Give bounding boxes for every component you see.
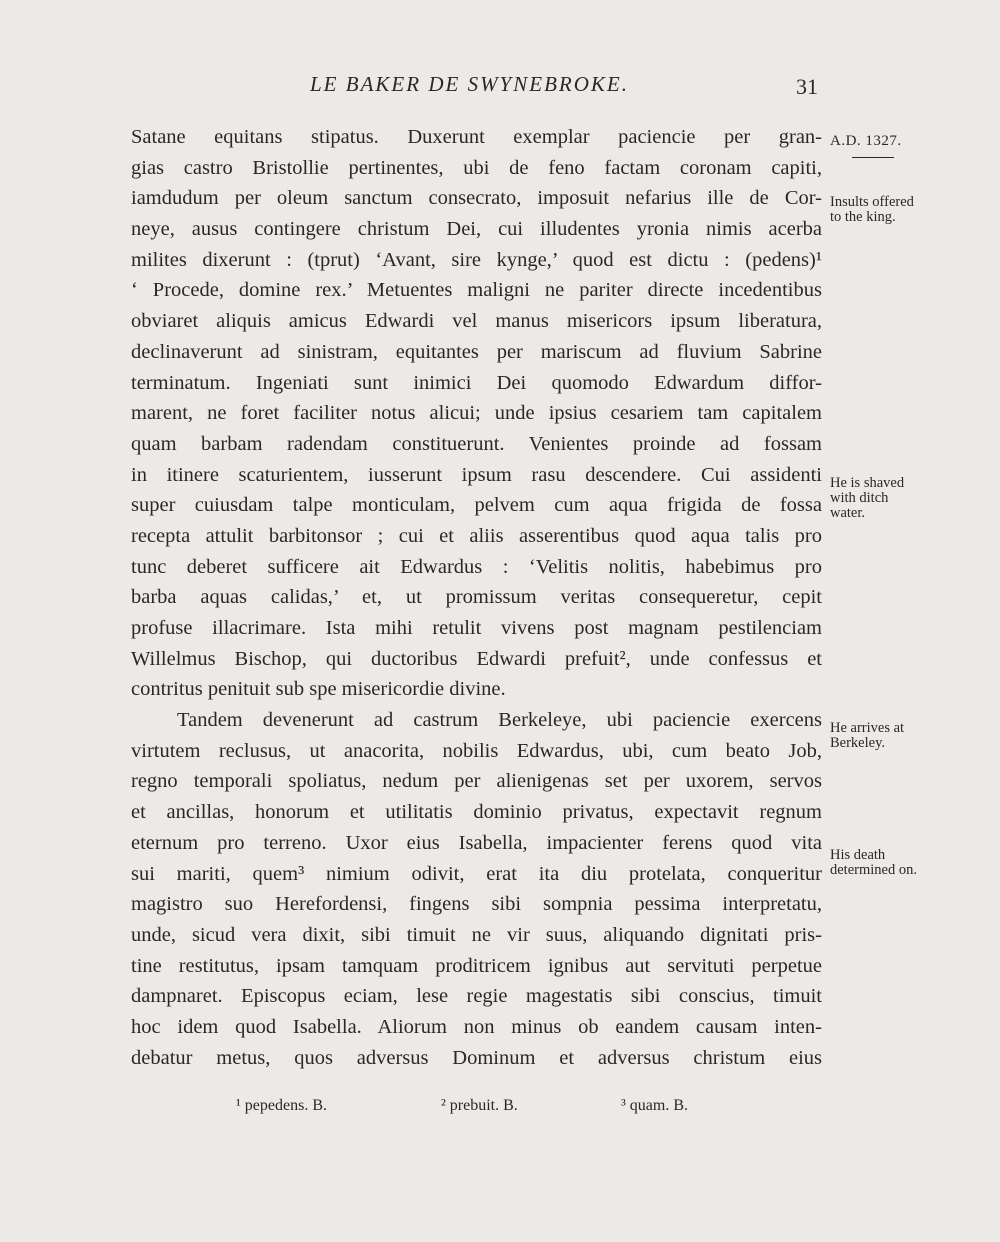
- page-number: 31: [796, 74, 818, 99]
- text-line: tunc deberet sufficere ait Edwardus : ‘Velitis nolitis, habebimus pro: [131, 555, 822, 578]
- text-line: Tandem devenerunt ad castrum Berkeleye, ubi paciencie exercens: [177, 709, 822, 732]
- text-line: sui mariti, quem³ nimium odivit, erat ita diu protelata, conqueritur: [131, 862, 822, 885]
- divider: [852, 157, 894, 158]
- text-line: virtutem reclusus, ut anacorita, nobilis Edwardus, ubi, cum beato Job,: [131, 739, 822, 762]
- text-line: debatur metus, quos adversus Dominum et adversus christum eius: [131, 1046, 822, 1069]
- margin-note: He arrives at Berkeley.: [830, 720, 905, 751]
- text-line: milites dixerunt : (tprut) ‘Avant, sire kynge,’ quod est dictu : (pedens)¹: [131, 248, 822, 271]
- margin-note: Insults offered to the king.: [830, 194, 914, 225]
- text-line: et ancillas, honorum et utilitatis dominio privatus, expectavit regnum: [131, 801, 822, 824]
- running-title: LE BAKER DE SWYNEBROKE.: [310, 72, 629, 96]
- footnote: ¹ pepedens. B.: [236, 1097, 327, 1114]
- text-line: contritus penituit sub spe misericordie divine.: [131, 678, 506, 701]
- text-line: barba aquas calidas,’ et, ut promissum veritas consequeretur, cepit: [131, 586, 822, 609]
- text-line: regno temporali spoliatus, nedum per alienigenas set per uxorem, servos: [131, 770, 822, 793]
- text-line: Willelmus Bischop, qui ductoribus Edwardi prefuit², unde confessus et: [131, 647, 822, 670]
- text-line: iamdudum per oleum sanctum consecrato, imposuit nefarius ille de Cor-: [131, 187, 822, 210]
- text-line: hoc idem quod Isabella. Aliorum non minus ob eandem causam inten-: [131, 1015, 822, 1038]
- text-line: recepta attulit barbitonsor ; cui et aliis asserentibus quod aqua talis pro: [131, 524, 822, 547]
- text-line: obviaret aliquis amicus Edwardi vel manus misericors ipsum liberatura,: [131, 310, 822, 333]
- text-line: super cuiusdam talpe monticulam, pelvem cum aqua frigida de fossa: [131, 494, 822, 517]
- text-line: unde, sicud vera dixit, sibi timuit ne vir suus, aliquando dignitati pris-: [131, 923, 822, 946]
- text-line: tine restitutus, ipsam tamquam proditricem ignibus aut servituti perpetue: [131, 954, 822, 977]
- text-line: magistro suo Herefordensi, fingens sibi sompnia pessima interpretatu,: [131, 893, 822, 916]
- text-line: eternum pro terreno. Uxor eius Isabella, impacienter ferens quod vita: [131, 831, 822, 854]
- text-line: neye, ausus contingere christum Dei, cui illudentes yronia nimis acerba: [131, 218, 822, 241]
- text-line: Satane equitans stipatus. Duxerunt exemplar paciencie per gran-: [131, 126, 822, 148]
- margin-year: A.D. 1327.: [830, 133, 902, 149]
- text-line: gias castro Bristollie pertinentes, ubi de feno factam coronam capiti,: [131, 156, 822, 179]
- footnote: ³ quam. B.: [621, 1097, 689, 1114]
- margin-note: His death determined on.: [830, 847, 917, 878]
- text-line: marent, ne foret faciliter notus alicui; unde ipsius cesariem tam capitalem: [131, 402, 822, 425]
- text-line: declinaverunt ad sinistram, equitantes per mariscum ad fluvium Sabrine: [131, 340, 822, 363]
- text-line: profuse illacrimare. Ista mihi retulit vivens post magnam pestilenciam: [131, 617, 822, 639]
- footnote: ² prebuit. B.: [441, 1097, 518, 1114]
- text-line: terminatum. Ingeniati sunt inimici Dei quomodo Edwardum diffor-: [131, 371, 822, 394]
- text-line: in itinere scaturientem, iusserunt ipsum rasu descendere. Cui assidenti: [131, 463, 822, 486]
- text-line: quam barbam radendam constituerunt. Venientes proinde ad fossam: [131, 432, 822, 455]
- text-line: ‘ Procede, domine rex.’ Metuentes maligni ne pariter directe incedentibus: [131, 279, 822, 302]
- margin-note: He is shaved with ditch water.: [830, 475, 905, 521]
- body-text: [131, 122, 822, 1073]
- text-line: dampnaret. Episcopus eciam, lese regie magestatis sibi conscius, timuit: [131, 985, 822, 1008]
